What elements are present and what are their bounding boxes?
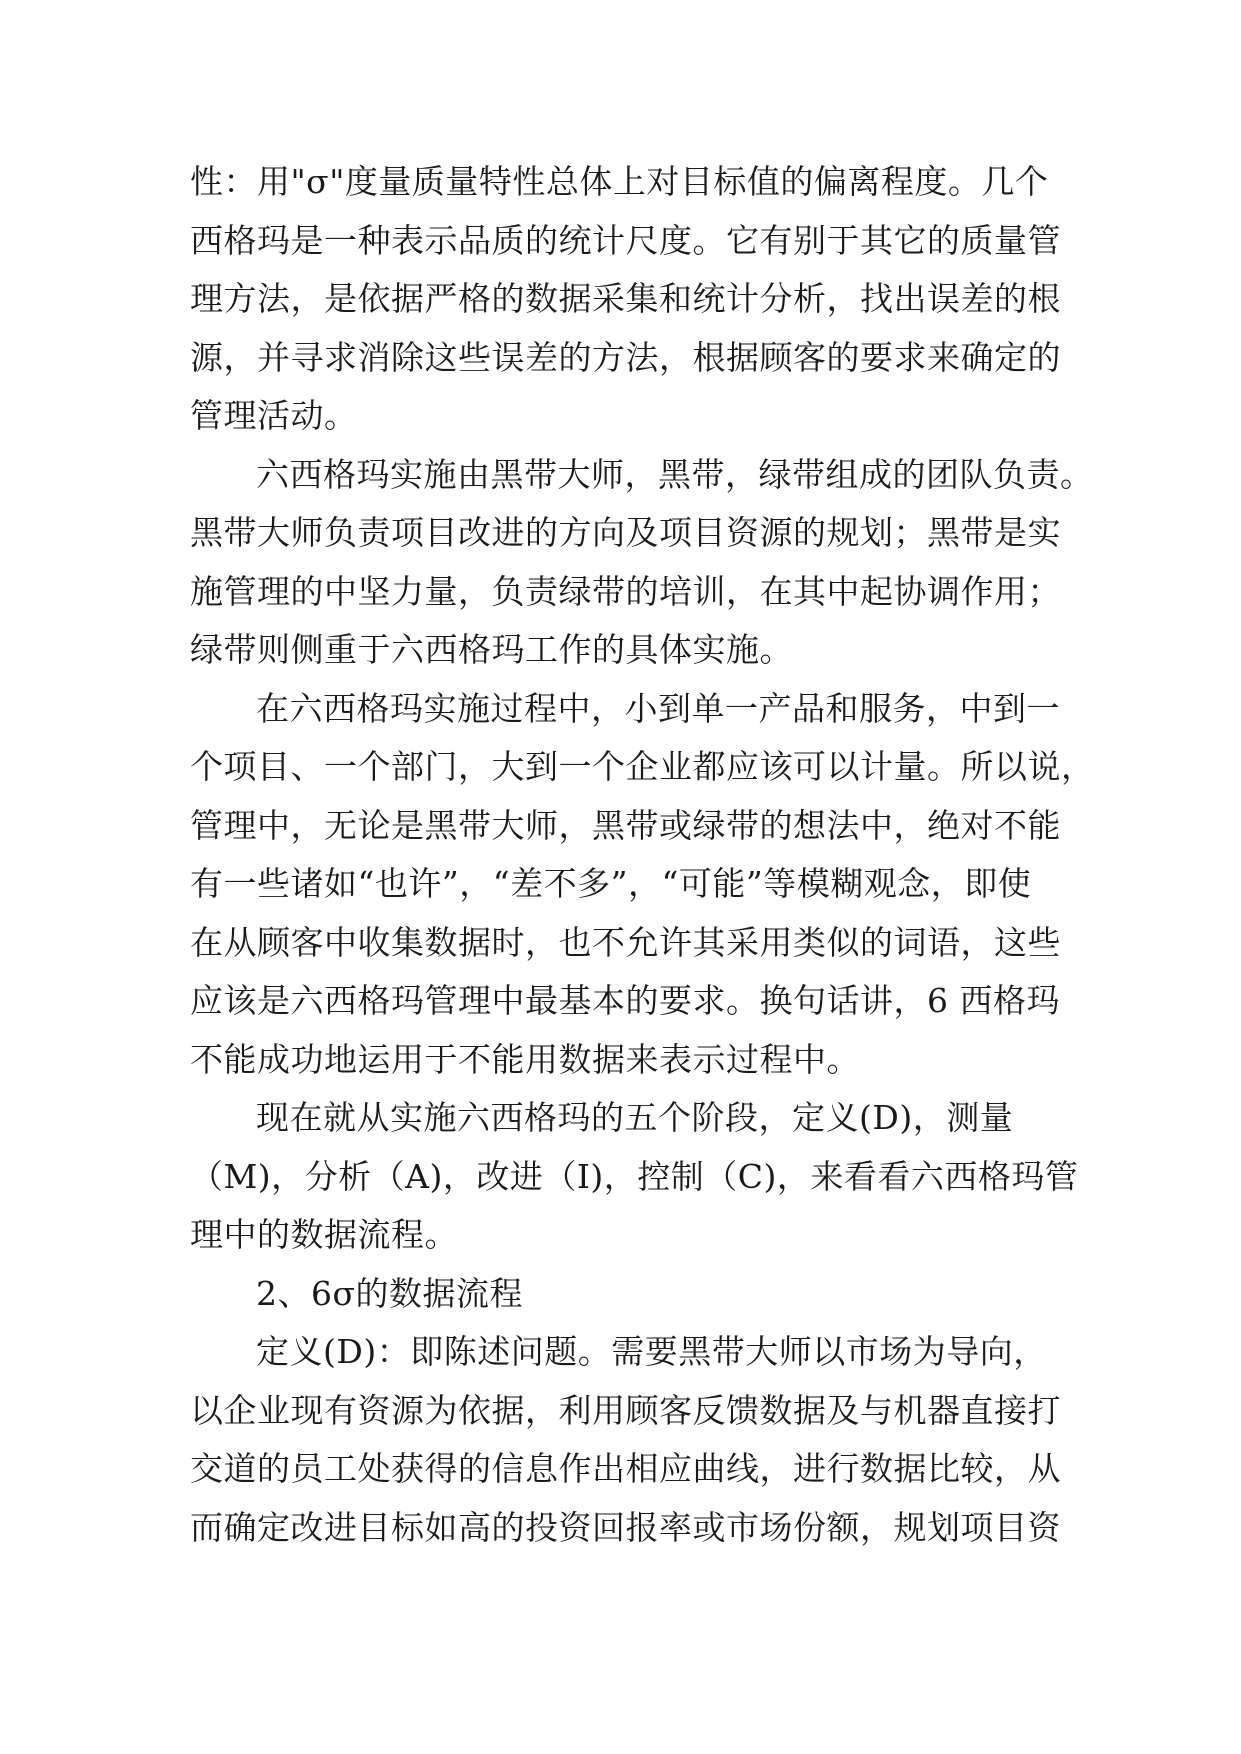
text-line: 理中的数据流程。 [190,1215,458,1254]
text-line: 绿带则侧重于六西格玛工作的具体实施。 [190,630,793,669]
text-line: 施管理的中坚力量，负责绿带的培训，在其中起协调作用； [190,571,1061,611]
paragraph-measurement [190,680,1095,1090]
text-line: 管理活动。 [190,396,358,435]
document-body [190,153,1095,1557]
text-line: 性：用"σ"度量质量特性总体上对目标值的偏离程度。几个 [190,162,1049,201]
text-line: 六西格玛实施由黑带大师，黑带，绿带组成的团队负责。 [256,454,1094,494]
text-line: 不能成功地运用于不能用数据来表示过程中。 [190,1039,860,1079]
text-line: 管理中，无论是黑带大师，黑带或绿带的想法中，绝对不能 [190,805,1061,845]
paragraph-define-phase [190,1323,1060,1557]
text-line: 在从顾客中收集数据时，也不允许其采用类似的词语，这些 [190,922,1061,962]
text-line: 以企业现有资源为依据，利用顾客反馈数据及与机器直接打 [190,1390,1061,1430]
text-line: 应该是六西格玛管理中最基本的要求。换句话讲，6 西格玛 [190,981,1060,1020]
text-line: 理方法，是依据严格的数据采集和统计分析，找出误差的根 [190,279,1061,318]
text-line: 定义(D)：即陈述问题。需要黑带大师以市场为导向， [256,1332,1047,1371]
text-line: 现在就从实施六西格玛的五个阶段，定义(D)，测量 [256,1098,1014,1137]
paragraph-six-sigma-definition [190,153,1060,446]
text-line: 而确定改进目标如高的投资回报率或市场份额，规划项目资 [190,1507,1061,1547]
text-line: 个项目、一个部门，大到一个企业都应该可以计量。所以说， [190,747,1095,786]
text-line: （M)，分析（A)，改进（I)，控制（C)，来看看六西格玛管 [190,1156,1079,1196]
text-line: 在六西格玛实施过程中，小到单一产品和服务，中到一 [256,688,1060,728]
section-heading [190,1265,1060,1324]
text-line: 源，并寻求消除这些误差的方法，根据顾客的要求来确定的 [190,337,1061,377]
paragraph-team-roles [190,446,1094,680]
text-line: 黑带大师负责项目改进的方向及项目资源的规划；黑带是实 [190,513,1061,552]
text-line: 西格玛是一种表示品质的统计尺度。它有别于其它的质量管 [190,220,1061,260]
paragraph-five-phases [190,1089,1079,1265]
heading-line: 2、6σ的数据流程 [256,1273,524,1313]
text-line: 交道的员工处获得的信息作出相应曲线，进行数据比较，从 [190,1449,1061,1488]
text-line: 有一些诸如“也许”，“差不多”，“可能”等模糊观念，即使 [190,864,1032,903]
